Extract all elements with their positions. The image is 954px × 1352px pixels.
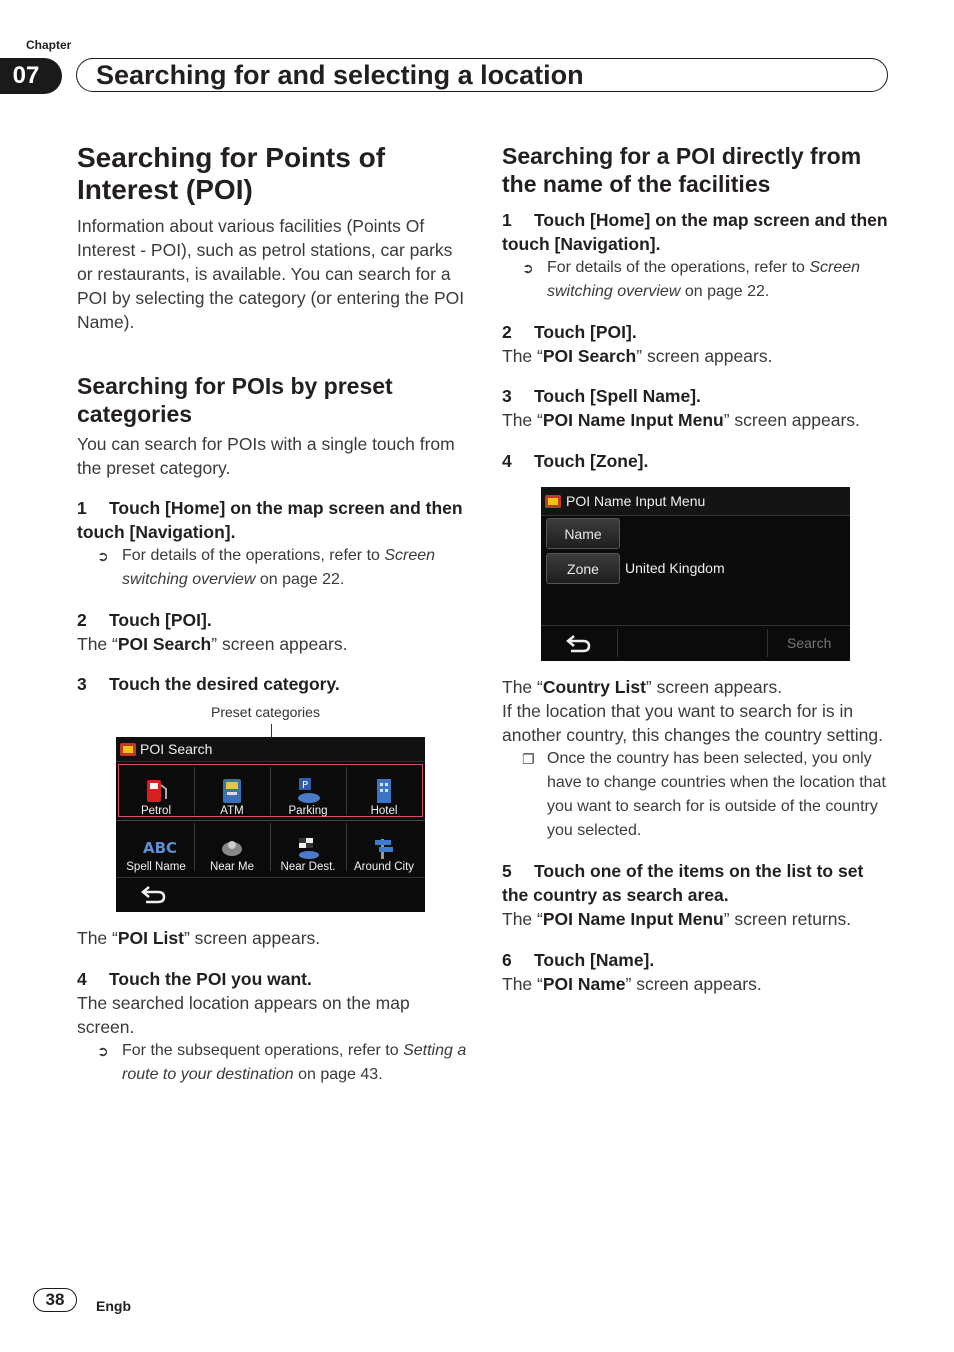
note-text: For details of the operations, refer to xyxy=(122,547,385,564)
screen-name: Country List xyxy=(542,677,646,697)
atm-icon xyxy=(219,777,245,805)
divider xyxy=(346,767,347,815)
chapter-number: 07 xyxy=(0,58,62,94)
screen-name: POI Name xyxy=(542,974,626,994)
svg-text:ABC: ABC xyxy=(143,839,178,857)
left-column-lower xyxy=(77,926,467,1087)
step-text: Touch [Name]. xyxy=(534,950,655,970)
zone-button[interactable]: Zone xyxy=(546,553,620,584)
result-text: ” screen appears. xyxy=(625,974,762,994)
category-atm[interactable] xyxy=(195,765,269,819)
result-text: ” screen appears. xyxy=(636,346,773,366)
arrow-icon: ➲ xyxy=(522,260,534,276)
step-number: 1 xyxy=(502,210,512,230)
page-number: 38 xyxy=(33,1288,77,1312)
note-ref: Screen switching overview xyxy=(547,259,861,300)
language-code: Engb xyxy=(96,1298,131,1314)
arrow-icon: ➲ xyxy=(97,1043,109,1059)
screen-title: POI Search xyxy=(140,741,213,757)
poi-screen-icon xyxy=(120,741,138,757)
note-text: on page 43. xyxy=(293,1066,383,1083)
divider xyxy=(541,625,850,626)
poi-search-screen xyxy=(116,737,425,912)
parking-icon xyxy=(294,777,322,805)
hotel-icon xyxy=(371,777,397,805)
step-text: Touch [Zone]. xyxy=(534,451,649,471)
step-1-note xyxy=(77,544,467,592)
subsection-title: Searching for POIs by preset categories xyxy=(77,373,393,427)
right-column-lower xyxy=(502,675,892,996)
petrol-icon xyxy=(143,777,169,805)
abc-icon xyxy=(141,835,178,861)
country-list-result xyxy=(502,675,892,699)
divider xyxy=(767,629,768,657)
category-label: Spell Name xyxy=(126,861,186,873)
step-number: 3 xyxy=(77,674,87,694)
step-number: 4 xyxy=(77,969,87,989)
step-1 xyxy=(77,496,467,544)
result-text: The “ xyxy=(502,346,543,366)
result-text: The “ xyxy=(502,974,543,994)
step-number: 5 xyxy=(502,861,512,881)
note-text: on page 22. xyxy=(255,571,345,588)
zone-value: United Kingdom xyxy=(625,560,725,576)
result-text: The “ xyxy=(502,909,543,929)
screen-name: POI Name Input Menu xyxy=(542,410,724,430)
section-title: Searching for a POI directly from the name of the facilities xyxy=(502,143,862,197)
around-city-icon xyxy=(371,835,397,861)
note-text: on page 22. xyxy=(680,283,770,300)
category-label: Petrol xyxy=(140,805,172,817)
step-number: 1 xyxy=(77,498,87,518)
category-label: Hotel xyxy=(370,805,398,817)
step-number: 4 xyxy=(502,451,512,471)
step-text: Touch [Home] on the map screen and then touch [Navigation]. xyxy=(502,210,888,254)
category-hotel[interactable] xyxy=(347,765,421,819)
country-list-body: If the location that you want to search for is in another country, this changes the country setting. xyxy=(502,701,884,745)
divider xyxy=(346,823,347,871)
step-4-note xyxy=(77,1039,467,1087)
country-note xyxy=(502,747,892,843)
result-text: The “ xyxy=(77,634,118,654)
category-spell-name[interactable] xyxy=(119,821,193,875)
chapter-title: Searching for and selecting a location xyxy=(96,60,584,90)
arrow-icon: ➲ xyxy=(97,548,109,564)
step-5-result xyxy=(502,907,892,931)
intro-text: Information about various facilities (Points Of Interest - POI), such as petrol stations, car parks or restaurants, is available. You can search for a POI by selecting the category (or entering the POI Name). xyxy=(77,216,465,332)
category-label: Parking xyxy=(288,805,328,817)
near-me-icon xyxy=(219,835,245,861)
right-column xyxy=(502,142,892,473)
step-6 xyxy=(502,948,892,972)
result-text: ” screen appears. xyxy=(211,634,348,654)
chapter-label: Chapter xyxy=(26,38,72,52)
result-text: ” screen appears. xyxy=(645,677,783,697)
note-text: For the subsequent operations, refer to xyxy=(122,1042,404,1059)
screen-title-bar xyxy=(116,737,425,762)
screen-name: POI List xyxy=(117,928,184,948)
screen-name: POI Search xyxy=(542,346,637,366)
section-title: Searching for Points of Interest (POI) xyxy=(77,142,386,205)
divider xyxy=(270,823,271,871)
result-text: The “ xyxy=(502,410,543,430)
step-text: Touch [Home] on the map screen and then touch [Navigation]. xyxy=(77,498,463,542)
category-label: Around City xyxy=(353,861,415,873)
svg-text:P: P xyxy=(302,780,309,791)
step-text: Touch the desired category. xyxy=(109,674,340,694)
step-3 xyxy=(502,384,892,408)
step-3-result xyxy=(502,408,892,432)
category-petrol[interactable] xyxy=(119,765,193,819)
divider xyxy=(617,629,618,657)
back-icon[interactable] xyxy=(565,632,593,654)
left-column xyxy=(77,142,467,696)
result-text: The “ xyxy=(502,677,543,697)
step-3 xyxy=(77,672,467,696)
step-4 xyxy=(77,967,467,991)
step-2-result xyxy=(502,344,892,368)
poi-list-result xyxy=(77,926,467,950)
back-icon[interactable] xyxy=(140,883,168,905)
category-label: Near Me xyxy=(209,861,255,873)
note-text: For details of the operations, refer to xyxy=(547,259,810,276)
result-text: ” screen appears. xyxy=(723,410,860,430)
step-number: 6 xyxy=(502,950,512,970)
step-number: 2 xyxy=(502,322,512,342)
note-text: Once the country has been selected, you only have to change countries when the location that you want to search for is outside of the country you selected. xyxy=(547,750,886,839)
name-button[interactable]: Name xyxy=(546,518,620,549)
checkbox-icon: ❐ xyxy=(522,751,535,767)
step-2 xyxy=(502,320,892,344)
poi-name-input-screen xyxy=(541,487,850,661)
category-near-dest[interactable] xyxy=(271,821,345,875)
search-button[interactable]: Search xyxy=(787,635,832,651)
poi-screen-icon xyxy=(545,493,563,509)
step-4-body: The searched location appears on the map screen. xyxy=(77,993,410,1037)
result-text: ” screen returns. xyxy=(723,909,852,929)
category-parking[interactable] xyxy=(271,765,345,819)
step-2 xyxy=(77,608,467,632)
step-number: 3 xyxy=(502,386,512,406)
step-6-result xyxy=(502,972,892,996)
step-5 xyxy=(502,859,892,907)
step-text: Touch the POI you want. xyxy=(109,969,312,989)
step-text: Touch [Spell Name]. xyxy=(534,386,701,406)
screen-name: POI Search xyxy=(117,634,212,654)
step-2-result xyxy=(77,632,467,656)
callout-label: Preset categories xyxy=(211,704,320,720)
step-1-note xyxy=(502,256,892,304)
divider xyxy=(270,767,271,815)
category-around-city[interactable] xyxy=(347,821,421,875)
step-text: Touch [POI]. xyxy=(109,610,212,630)
category-near-me[interactable] xyxy=(195,821,269,875)
screen-title-bar xyxy=(541,487,850,516)
screen-title: POI Name Input Menu xyxy=(566,493,706,509)
divider xyxy=(194,823,195,871)
category-label: Near Dest. xyxy=(280,861,336,873)
step-text: Touch one of the items on the list to set the country as search area. xyxy=(502,861,864,905)
near-dest-icon xyxy=(295,835,321,861)
step-1 xyxy=(502,208,892,256)
step-number: 2 xyxy=(77,610,87,630)
screen-name: POI Name Input Menu xyxy=(542,909,724,929)
note-ref: Screen switching overview xyxy=(122,547,436,588)
subsection-intro: You can search for POIs with a single touch from the preset category. xyxy=(77,434,455,478)
step-4 xyxy=(502,449,892,473)
note-ref: Setting a route to your destination xyxy=(122,1042,467,1083)
divider xyxy=(194,767,195,815)
result-text: ” screen appears. xyxy=(183,928,321,948)
result-text: The “ xyxy=(77,928,118,948)
category-label: ATM xyxy=(220,805,244,817)
step-text: Touch [POI]. xyxy=(534,322,637,342)
divider xyxy=(116,877,425,878)
